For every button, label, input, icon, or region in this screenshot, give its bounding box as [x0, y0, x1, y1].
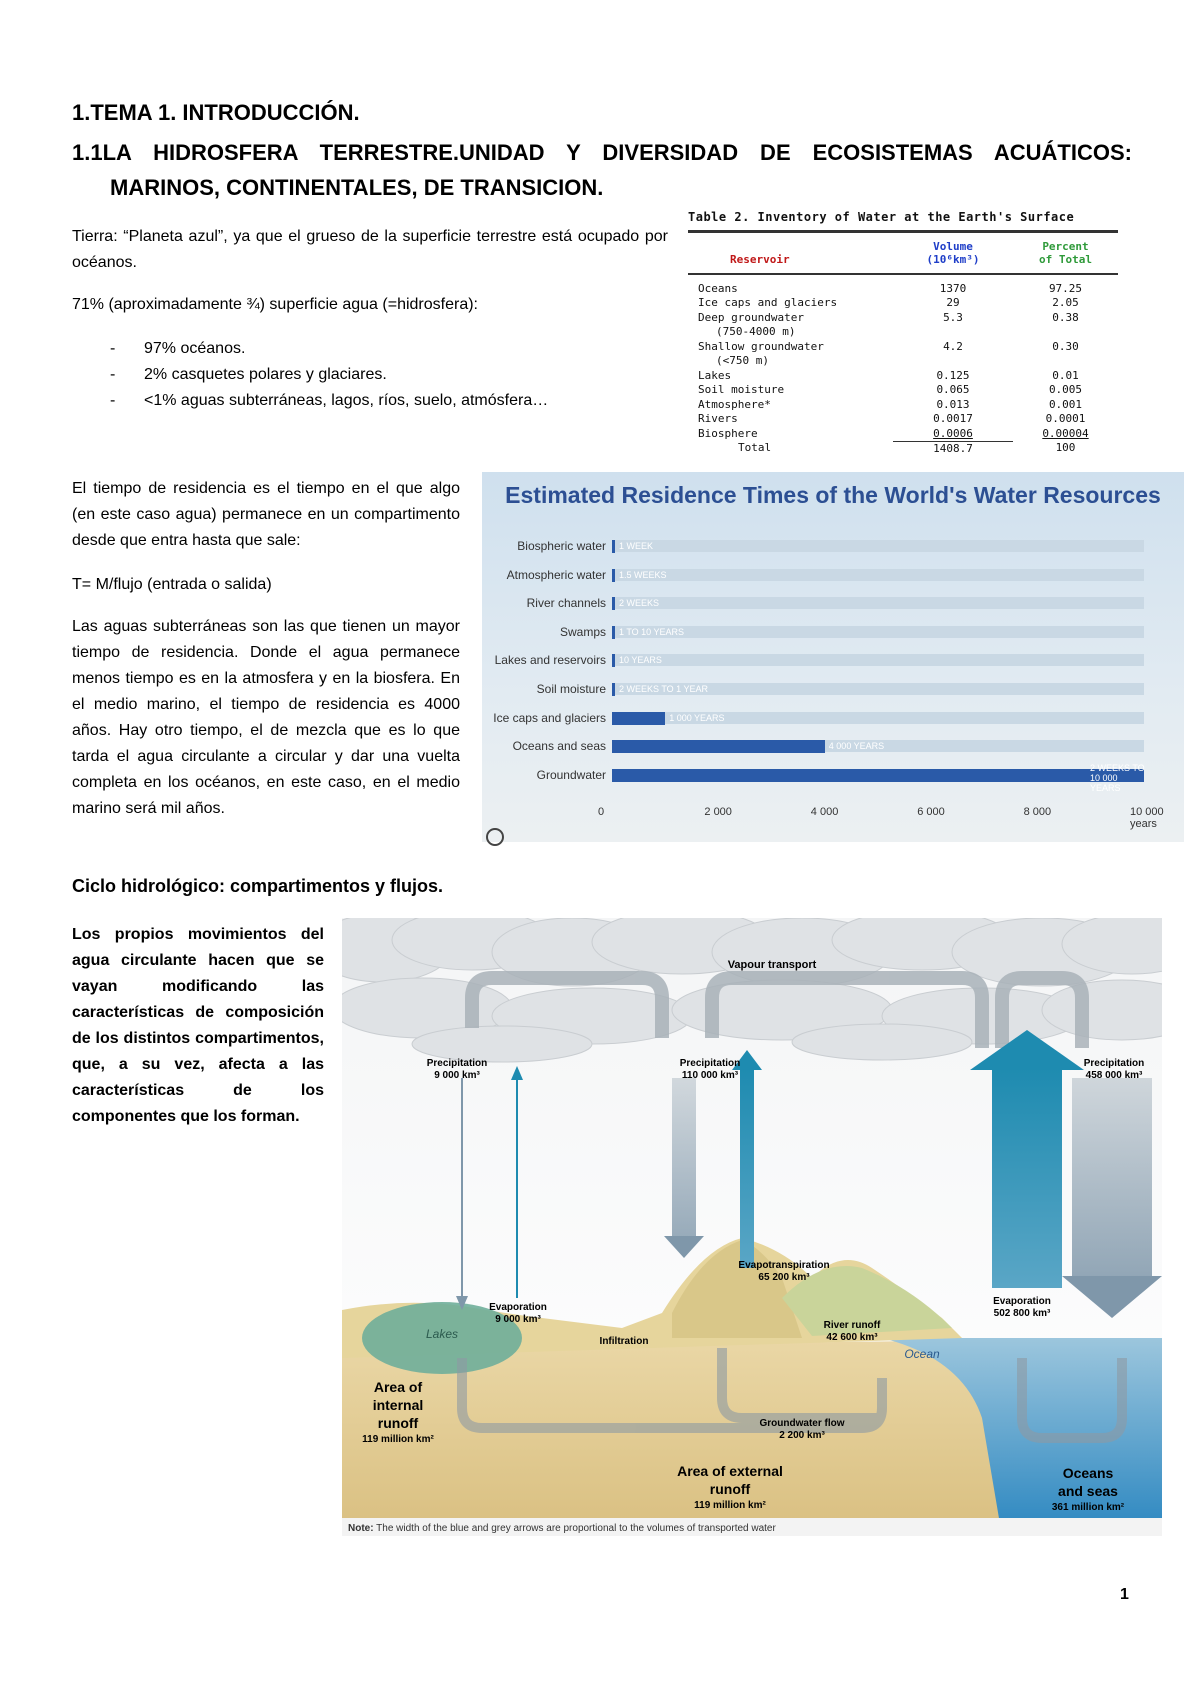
total-label: Total — [738, 441, 772, 455]
precip3-value: 458 000 km³ — [1085, 1070, 1143, 1081]
table-cell-reservoir: Shallow groundwater — [698, 339, 824, 353]
chart-bar — [612, 597, 615, 610]
table-cell-percent: 0.38 — [1052, 310, 1079, 324]
table-cell-volume: 0.0017 — [933, 412, 973, 426]
col-percent-l1: Percent — [1042, 240, 1089, 253]
precip2-label: Precipitation — [679, 1058, 741, 1069]
lakes-label: Lakes — [425, 1327, 459, 1341]
table-row — [688, 397, 1118, 412]
table-cell-percent: 0.0001 — [1045, 412, 1086, 426]
chart-bar — [612, 740, 825, 753]
internal-label-l2: internal — [372, 1397, 424, 1413]
table-cell-percent: 0.001 — [1048, 397, 1083, 411]
table-row — [688, 281, 1118, 296]
chart-x-tick: 4 000 — [810, 806, 839, 818]
table-row — [688, 368, 1118, 383]
chart-x-tick: 6 000 — [917, 806, 945, 818]
table-total-row — [688, 441, 1118, 456]
table-cell-reservoir: Atmosphere* — [698, 397, 771, 411]
table-row — [688, 325, 1118, 340]
table-cell-reservoir: Rivers — [698, 412, 738, 426]
chart-category-label: Atmospheric water — [506, 567, 606, 582]
evap1-value: 9 000 km³ — [495, 1314, 541, 1325]
table-row — [688, 296, 1118, 311]
table-cell-volume: 29 — [946, 296, 960, 310]
table-cell-reservoir: Soil moisture — [698, 383, 785, 397]
table-cell-volume: 4.2 — [943, 339, 963, 353]
table-cell-volume: 5.3 — [943, 310, 963, 324]
percent-paragraph: 71% (aproximadamente ¾) superficie agua (=hidrosfera): — [72, 296, 478, 313]
chart-x-tick: 0 — [598, 806, 605, 818]
chapter-heading: 1.TEMA 1. INTRODUCCIÓN. — [72, 100, 360, 125]
chart-category-label: Groundwater — [536, 767, 606, 782]
chart-bar — [612, 569, 615, 582]
external-label-l2: runoff — [709, 1481, 751, 1497]
chart-bar-label: 4 000 YEARS — [828, 741, 885, 752]
table-row — [688, 412, 1118, 427]
internal-label-l3: runoff — [377, 1415, 419, 1431]
chart-x-tick: 8 000 — [1023, 806, 1052, 818]
chart-x-tick: 10 000 years — [1130, 806, 1164, 830]
col-volume-l1: Volume — [933, 240, 973, 253]
chart-bar — [612, 683, 615, 696]
internal-value: 119 million km² — [362, 1434, 434, 1445]
chart-bar-track — [612, 626, 1144, 638]
chart-bar-label: 1 000 YEARS — [669, 712, 725, 723]
cycle-paragraph: Los propios movimientos del agua circulante hacen que se vayan modificando las características de composición de los distintos compartimentos, que, a su vez, afecta a las características de los componentes que los forman. — [72, 926, 324, 1125]
residence-paragraph: El tiempo de residencia es el tiempo en el que algo (en este caso agua) permanece en un compartimento desde que entra hasta que sale: — [72, 480, 460, 549]
chart-bar-label: 2 WEEKS TO 1 YEAR — [619, 684, 709, 694]
evap2-label: Evaporation — [993, 1296, 1051, 1307]
groundwater-flow-label: Groundwater flow — [759, 1418, 845, 1429]
table-cell-reservoir: Biosphere — [698, 426, 758, 440]
evap2-value: 502 800 km³ — [993, 1308, 1051, 1319]
chart-bar-track — [612, 654, 1144, 666]
table-cell-volume: 0.013 — [936, 397, 970, 411]
chart-bar — [612, 769, 1144, 782]
precip1-value: 9 000 km³ — [434, 1070, 480, 1081]
chart-category-label: Swamps — [559, 624, 606, 639]
chart-bar — [612, 540, 615, 553]
page-number: 1 — [1120, 1586, 1129, 1603]
chart-category-label: Ice caps and glaciers — [493, 710, 606, 725]
chart-bar-label: 1.5 WEEKS — [619, 569, 667, 580]
list-item: - 97% océanos. — [72, 336, 668, 362]
table-cell-percent: 0.005 — [1048, 383, 1083, 397]
chart-bar — [612, 626, 615, 639]
col-percent — [1013, 240, 1118, 266]
oceans-label-l1: Oceans — [1062, 1465, 1114, 1481]
residence-times-chart — [482, 472, 1184, 842]
col-volume-l2: (10⁶km³) — [926, 253, 980, 266]
water-cycle-diagram — [342, 918, 1162, 1536]
chart-bar-label: 1 TO 10 YEARS — [619, 626, 685, 637]
chart-bar-label: 10 YEARS — [619, 655, 662, 666]
chart-category-label: Lakes and reservoirs — [494, 653, 606, 668]
chart-bar-track — [612, 597, 1144, 609]
table-cell-reservoir: Deep groundwater — [698, 310, 804, 324]
table-row — [688, 310, 1118, 325]
table-cell-volume: 0.065 — [936, 383, 970, 397]
intro-paragraph: Tierra: “Planeta azul”, ya que el grueso de la superficie terrestre está ocupado por océanos. — [72, 228, 668, 271]
oceans-value: 361 million km² — [1051, 1502, 1125, 1513]
bullet-list — [72, 336, 668, 414]
water-inventory-table — [688, 210, 1118, 455]
table-cell-percent: 97.25 — [1048, 281, 1083, 295]
cycle-heading: Ciclo hidrológico: compartimentos y flujos. — [72, 876, 444, 896]
list-item: - 2% casquetes polares y glaciares. — [72, 362, 668, 388]
chart-bar-track — [612, 569, 1144, 581]
total-percent: 100 — [1055, 441, 1076, 455]
precip1-label: Precipitation — [426, 1058, 488, 1069]
precip2-value: 110 000 km³ — [681, 1070, 739, 1081]
table-row — [688, 383, 1118, 398]
table-row — [688, 339, 1118, 354]
table-cell-reservoir: (<750 m) — [716, 354, 769, 368]
chart-category-label: Oceans and seas — [512, 739, 606, 754]
table-cell-reservoir: Lakes — [698, 368, 732, 382]
section-heading-line1: 1.1LA HIDROSFERA TERRESTRE.UNIDAD Y DIVERSIDAD DE ECOSISTEMAS ACUÁTICOS: — [72, 140, 1132, 165]
table-cell-percent: 0.01 — [1052, 368, 1079, 382]
vapour-transport-label: Vapour transport — [727, 959, 817, 971]
chart-bar — [612, 654, 615, 667]
col-volume — [893, 240, 1013, 266]
ocean-label: Ocean — [904, 1347, 940, 1361]
river-runoff-value: 42 600 km³ — [826, 1332, 878, 1343]
table-cell-volume: 0.0006 — [933, 426, 973, 440]
list-item: - <1% aguas subterráneas, lagos, ríos, suelo, atmósfera… — [72, 388, 668, 414]
oceans-label-l2: and seas — [1058, 1483, 1118, 1499]
col-percent-l2: of Total — [1039, 253, 1092, 266]
table-row — [688, 426, 1118, 441]
chart-bar-label: 2 WEEKS — [619, 598, 660, 609]
external-label-l1: Area of external — [677, 1463, 783, 1479]
table-row — [688, 354, 1118, 369]
chart-category-label: River channels — [526, 596, 606, 611]
chart-bar-label: 1 WEEK — [619, 541, 654, 551]
internal-label-l1: Area of — [373, 1379, 423, 1395]
table-cell-volume: 0.125 — [936, 368, 970, 382]
section-heading-line2: MARINOS, CONTINENTALES, DE TRANSICION. — [110, 175, 604, 200]
external-value: 119 million km² — [694, 1500, 766, 1511]
evap1-label: Evaporation — [489, 1302, 547, 1313]
table-cell-reservoir: Oceans — [698, 281, 738, 295]
table-cell-reservoir: Ice caps and glaciers — [698, 296, 838, 310]
precip3-label: Precipitation — [1083, 1058, 1145, 1069]
table-cell-reservoir: (750-4000 m) — [716, 325, 796, 339]
total-volume: 1408.7 — [893, 441, 1013, 455]
table-cell-volume: 1370 — [939, 281, 967, 295]
note: Note: The width of the blue and grey arrows are proportional to the volumes of transported water — [348, 1523, 776, 1534]
chart-category-label: Soil moisture — [536, 682, 606, 696]
formula: T= M/flujo (entrada o salida) — [72, 576, 272, 593]
chart-bar-track — [612, 540, 1144, 552]
table-cell-percent: 0.30 — [1052, 339, 1079, 353]
evapotranspiration-label: Evapotranspiration — [738, 1260, 830, 1271]
chart-x-tick: 2 000 — [704, 806, 732, 818]
table-cell-percent: 0.00004 — [1042, 426, 1089, 440]
infiltration-label: Infiltration — [599, 1336, 649, 1347]
table-cell-percent: 2.05 — [1052, 296, 1079, 310]
water-cycle-svg — [342, 918, 1162, 1536]
evapotranspiration-value: 65 200 km³ — [758, 1272, 810, 1283]
groundwater-flow-value: 2 200 km³ — [779, 1430, 825, 1441]
col-reservoir: Reservoir — [730, 252, 790, 266]
chart-bar — [612, 712, 665, 725]
logo-icon — [486, 828, 504, 846]
chart-title: Estimated Residence Times of the World's Water Resources — [505, 482, 1161, 508]
chart-bar-label: 2 WEEKS TO 10 000 YEARS — [1090, 762, 1145, 793]
table-body — [688, 275, 1118, 441]
groundwater-paragraph: Las aguas subterráneas son las que tienen un mayor tiempo de residencia. Donde el agua permanece menos tiempo es en la atmosfera y en la biosfera. En el medio marino, el tiempo de residencia es 4000 años. Hay otro tiempo, el de mezcla que es lo que tarda el agua circulante a circular y dar una vuelta completa en los océanos, en este caso, en el medio marino será mil años. — [72, 618, 460, 817]
chart-category-label: Biospheric water — [517, 539, 606, 553]
table-header — [688, 233, 1118, 275]
table-title: Table 2. Inventory of Water at the Earth's Surface — [688, 210, 1075, 224]
river-runoff-label: River runoff — [823, 1320, 881, 1331]
